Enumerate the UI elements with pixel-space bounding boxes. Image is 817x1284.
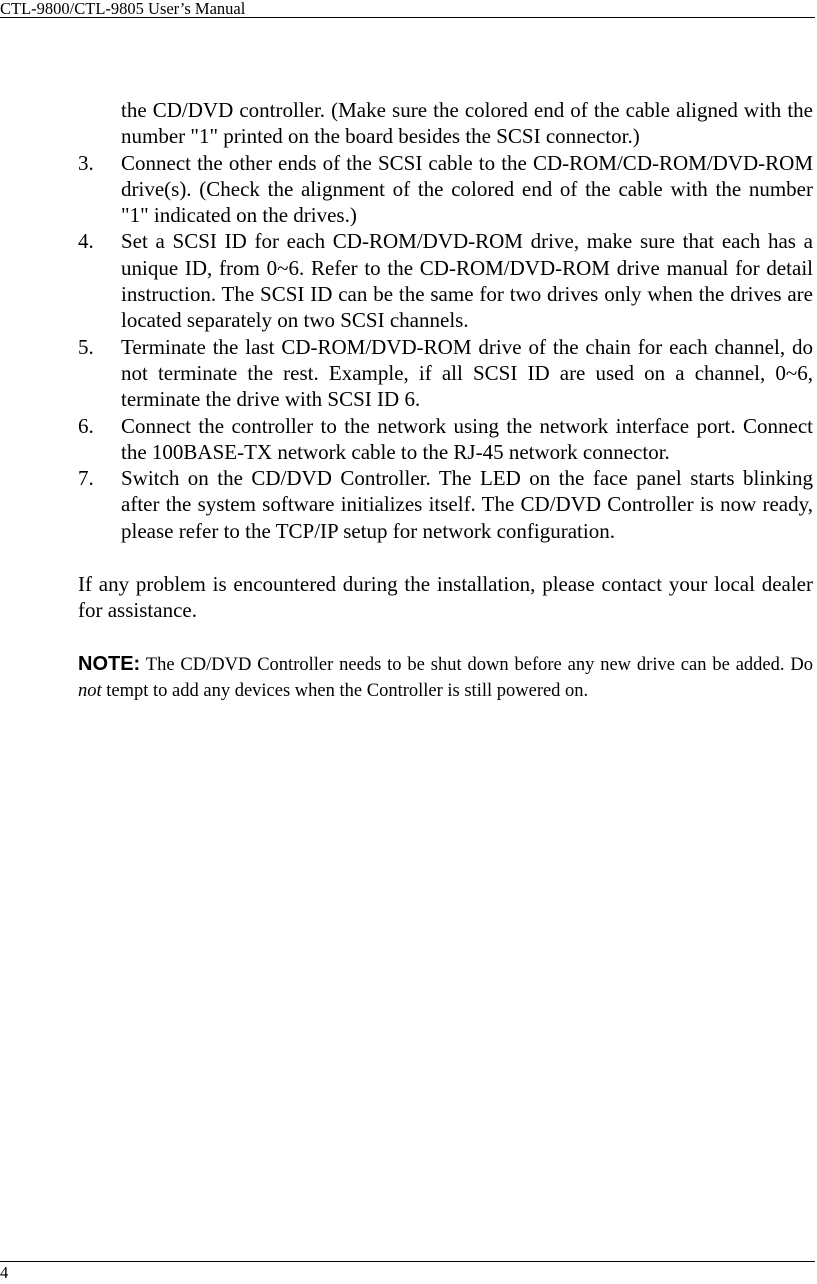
step-number: 5. — [78, 334, 94, 359]
step-number: 7. — [78, 466, 94, 491]
page-header — [0, 0, 815, 18]
list-item — [78, 150, 813, 229]
page-footer — [0, 1261, 815, 1284]
note-paragraph — [78, 651, 813, 704]
note-text-after: tempt to add any devices when the Controller is still powered on. — [101, 680, 589, 701]
step-number: 4. — [78, 229, 94, 254]
step-text: Connect the controller to the network using the network interface port. Connect the 100BASE-TX network cable to the RJ-45 network connector. — [121, 413, 813, 464]
page-body — [78, 97, 813, 704]
list-item — [78, 465, 813, 544]
step-text: Set a SCSI ID for each CD-ROM/DVD-ROM drive, make sure that each has a unique ID, from 0~6. Refer to the CD-ROM/DVD-ROM drive manual for detail instruction. The SCSI ID can be the same for two drives only when the drives are located separately on two SCSI channels. — [121, 229, 813, 333]
step-continuation: the CD/DVD controller. (Make sure the colored end of the cable aligned with the number "1" printed on the board besides the SCSI connector.) — [121, 98, 813, 149]
list-item — [78, 228, 813, 333]
step-text: Switch on the CD/DVD Controller. The LED on the face panel starts blinking after the system software initializes itself. The CD/DVD Controller is now ready, please refer to the TCP/IP setup for network configuration. — [121, 466, 813, 543]
note-label: NOTE: — [78, 652, 141, 675]
step-number: 3. — [78, 150, 94, 175]
page-number: 4 — [0, 1263, 9, 1282]
step-text: Connect the other ends of the SCSI cable to the CD-ROM/CD-ROM/DVD-ROM drive(s). (Check the alignment of the colored end of the cable with the number "1" indicated on the drives.) — [121, 150, 813, 228]
step-number: 6. — [78, 413, 94, 438]
closing-paragraph: If any problem is encountered during the installation, please contact your local dealer for assistance. — [78, 572, 813, 623]
list-item — [78, 334, 813, 413]
step-text: Terminate the last CD-ROM/DVD-ROM drive of the chain for each channel, do not terminate the rest. Example, if all SCSI ID are used on a channel, 0~6, terminate the drive with SCSI ID 6. — [121, 334, 813, 412]
note-text-before: The CD/DVD Controller needs to be shut down before any new drive can be added. Do — [140, 654, 813, 675]
manual-title: CTL-9800/CTL-9805 User’s Manual — [0, 0, 246, 18]
list-item — [78, 413, 813, 466]
note-emphasis: not — [78, 680, 102, 701]
